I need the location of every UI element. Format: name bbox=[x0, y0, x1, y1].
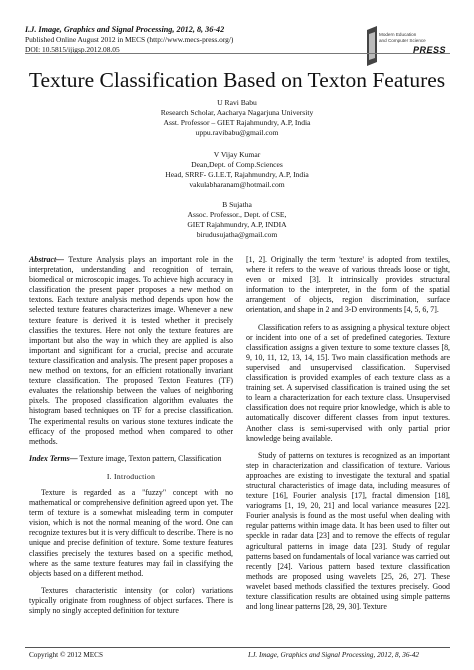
right-column bbox=[246, 255, 450, 619]
author-email: birudusujatha@gmail.com bbox=[196, 230, 278, 239]
journal-header bbox=[25, 25, 233, 55]
paragraph: Classification refers to as assigning a physical texture object or incident into one of a set of predefined categories. Texture classification assigns a given texture to some texture classes [8, 9, 10, 11, 12, 13, 14, 15]. Two main classification methods are supervised and unsupervised classification. Supervised classification is provided examples of each texture class as a training set. A supervised classification is trained using the set to learn a characterization for each texture class. Unsupervised classification does not require prior knowledge, which is able to automatically discover different classes from input textures. Another class is semi-supervised with only partial prior knowledge being available. bbox=[246, 322, 450, 443]
left-column bbox=[29, 255, 233, 623]
logo-text: Modern Education and Computer Science bbox=[379, 32, 426, 43]
author-affiliation: Dean,Dept. of Comp.Sciences bbox=[191, 160, 283, 169]
journal-name: I.J. Image, Graphics and Signal Processing, 2012, 8, 36-42 bbox=[25, 25, 225, 34]
paper-title: Texture Classification Based on Texton Features bbox=[28, 68, 446, 92]
index-terms bbox=[29, 454, 233, 464]
author-block-2 bbox=[0, 150, 474, 190]
author-position: GIET Rajahmundry, A.P, INDIA bbox=[187, 220, 287, 229]
paragraph: Textures characteristic intensity (or color) variations typically originate from roughness of object surfaces. There is simply no singly accepted definition for texture bbox=[29, 585, 233, 615]
abstract-label: Abstract— bbox=[29, 255, 65, 264]
footer-journal: I.J. Image, Graphics and Signal Processing, 2012, 8, 36-42 bbox=[248, 651, 420, 659]
paragraph: Texture is regarded as a "fuzzy" concept with no mathematical or comprehensive definition agreed upon yet. The term of texture is a somewhat misleading term in computer vision, which is not the normal meaning of the word. One can recognize textures but it is very difficult to describe. There is no unique and precise definition of texture. Some texture features classifies precisely the textures based on a specific method, where as the same texture features may fail in classifying the objects based on a different method. bbox=[29, 487, 233, 578]
abstract-text: Texture Analysis plays an important role in the interpretation, understanding and recognition of terrain, biomedical or microscopic images. To achieve high accuracy in classification the present paper proposes a new method on textons. Each texture analysis method depends upon how the selected texture features characterizes image. Whenever a new texture feature is derived it is tested whether it precisely classifies the textures. Here not only the texture features are important but also the way in which they are applied is also important and significant for a crucial, precise and accurate texture classification and analysis. The present paper proposes a new method on textons, for an efficient rotationally invariant texture classification. The proposed Texton Features (TF) evaluates the relationship between the values of neighboring pixels. The proposed classification algorithm evaluates the histogram based techniques on TF for a precise classification. The experimental results on various stone textures indicate the efficacy of the proposed method when compared to other methods. bbox=[29, 255, 233, 446]
abstract bbox=[29, 255, 233, 447]
author-position: Head, SRRF- G.I.E.T, Rajahmundry, A.P, India bbox=[165, 170, 309, 179]
doi: DOI: 10.5815/ijigsp.2012.08.05 bbox=[25, 45, 120, 54]
paragraph: [1, 2]. Originally the term 'texture' is adopted from textiles, where it refers to the weave of various threads loose or tight, even or mixed [3]. It intrinsically provides structural information to the interpreter, in the form of the spatial arrangement of objects, region discrimination, surface orientation, and shape in 2 and 3-D environments [4, 5, 6, 7]. bbox=[246, 255, 450, 315]
author-name: B Sujatha bbox=[222, 200, 252, 209]
author-block-3 bbox=[0, 200, 474, 240]
footer-rule bbox=[25, 647, 450, 648]
logo-brand: PRESS bbox=[413, 45, 447, 55]
mecs-logo bbox=[363, 24, 453, 68]
author-position: Asst. Professor – GIET Rajahmundry, A.P, India bbox=[163, 118, 311, 127]
author-name: U Ravi Babu bbox=[217, 98, 257, 107]
author-block-1 bbox=[0, 98, 474, 138]
publication-info: Published Online August 2012 in MECS (http://www.mecs-press.org/) bbox=[25, 35, 234, 44]
section-title: I. Introduction bbox=[106, 471, 156, 481]
index-terms-label: Index Terms— bbox=[29, 453, 78, 463]
paragraph: Study of patterns on textures is recognized as an important step in characterization and classification of texture. Various approaches are existing to investigate the textural and spatial structural characteristics of image data, including measures of texture [16], Fourier analysis [17], fractal dimension [18], variograms [1, 19, 20, 21] and local variance measures [22]. Fourier analysis is found as the most useful when dealing with regular patterns within image data. It has been used to filter out speckle in radar data [23] and to remove the effects of regular agricultural patterns in image data [23]. Study of regular patterns based on fundamentals of local variance was carried out recently [24]. Various pattern based texture classification methods are proposed using wavelets [25, 26, 27]. These wavelet based methods classified the textures precisely. Good texture classification results are obtained using simple patterns and long linear patterns [28, 29, 30]. Texture bbox=[246, 450, 450, 612]
author-email: uppu.ravibabu@gmail.com bbox=[195, 128, 279, 137]
header-rule bbox=[25, 53, 450, 54]
author-affiliation: Assoc. Professor., Dept. of CSE, bbox=[187, 210, 287, 219]
author-name: V Vijay Kumar bbox=[213, 150, 261, 159]
author-affiliation: Research Scholar, Aacharya Nagarjuna University bbox=[160, 108, 314, 117]
author-email: vakulabharanam@hotmail.com bbox=[189, 180, 285, 189]
footer-copyright: Copyright © 2012 MECS bbox=[29, 651, 103, 659]
index-terms-text: Texture image, Texton pattern, Classification bbox=[77, 453, 222, 463]
